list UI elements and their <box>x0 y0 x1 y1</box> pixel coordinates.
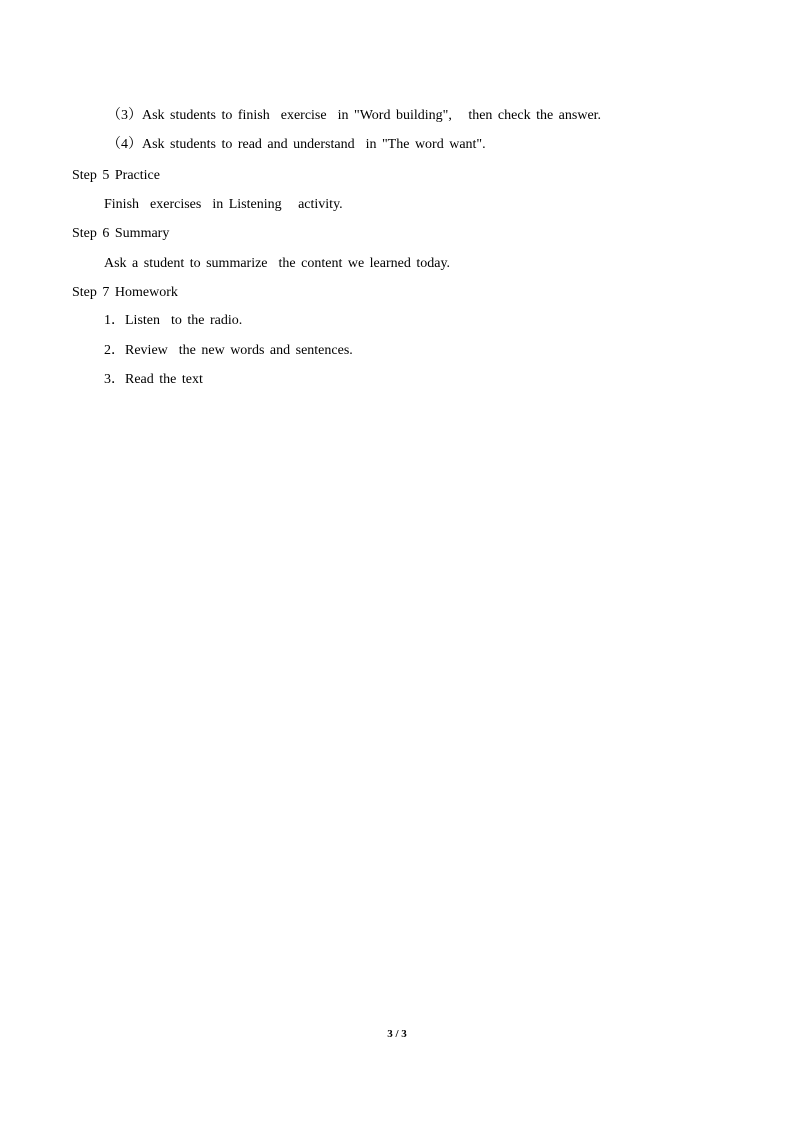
page-number: 3 / 3 <box>387 1028 407 1040</box>
item-number: 2． <box>104 343 125 358</box>
step-6-body: Ask a student to summarize the content we learned today. <box>104 256 451 271</box>
item-text: Review the new words and sentences. <box>125 343 353 358</box>
item-text: Ask students to read and understand in "The word want". <box>142 137 486 152</box>
item-text: Listen to the radio. <box>125 313 243 328</box>
item-number: 1． <box>104 313 125 328</box>
exercise-item-3 <box>107 107 601 125</box>
item-number: （3） <box>107 108 142 123</box>
homework-item-3 <box>104 371 203 389</box>
item-number: （4） <box>107 137 142 152</box>
step-6-heading: Step 6 Summary <box>72 226 170 241</box>
homework-item-2 <box>104 342 353 360</box>
step-5-body: Finish exercises in Listening activity. <box>104 197 343 212</box>
homework-item-1 <box>104 312 242 330</box>
item-text: Ask students to finish exercise in "Word building", then check the answer. <box>142 108 602 123</box>
step-7-heading: Step 7 Homework <box>72 285 178 300</box>
exercise-item-4 <box>107 136 486 154</box>
item-number: 3． <box>104 372 125 387</box>
step-5-heading: Step 5 Practice <box>72 168 160 183</box>
item-text: Read the text <box>125 372 203 387</box>
